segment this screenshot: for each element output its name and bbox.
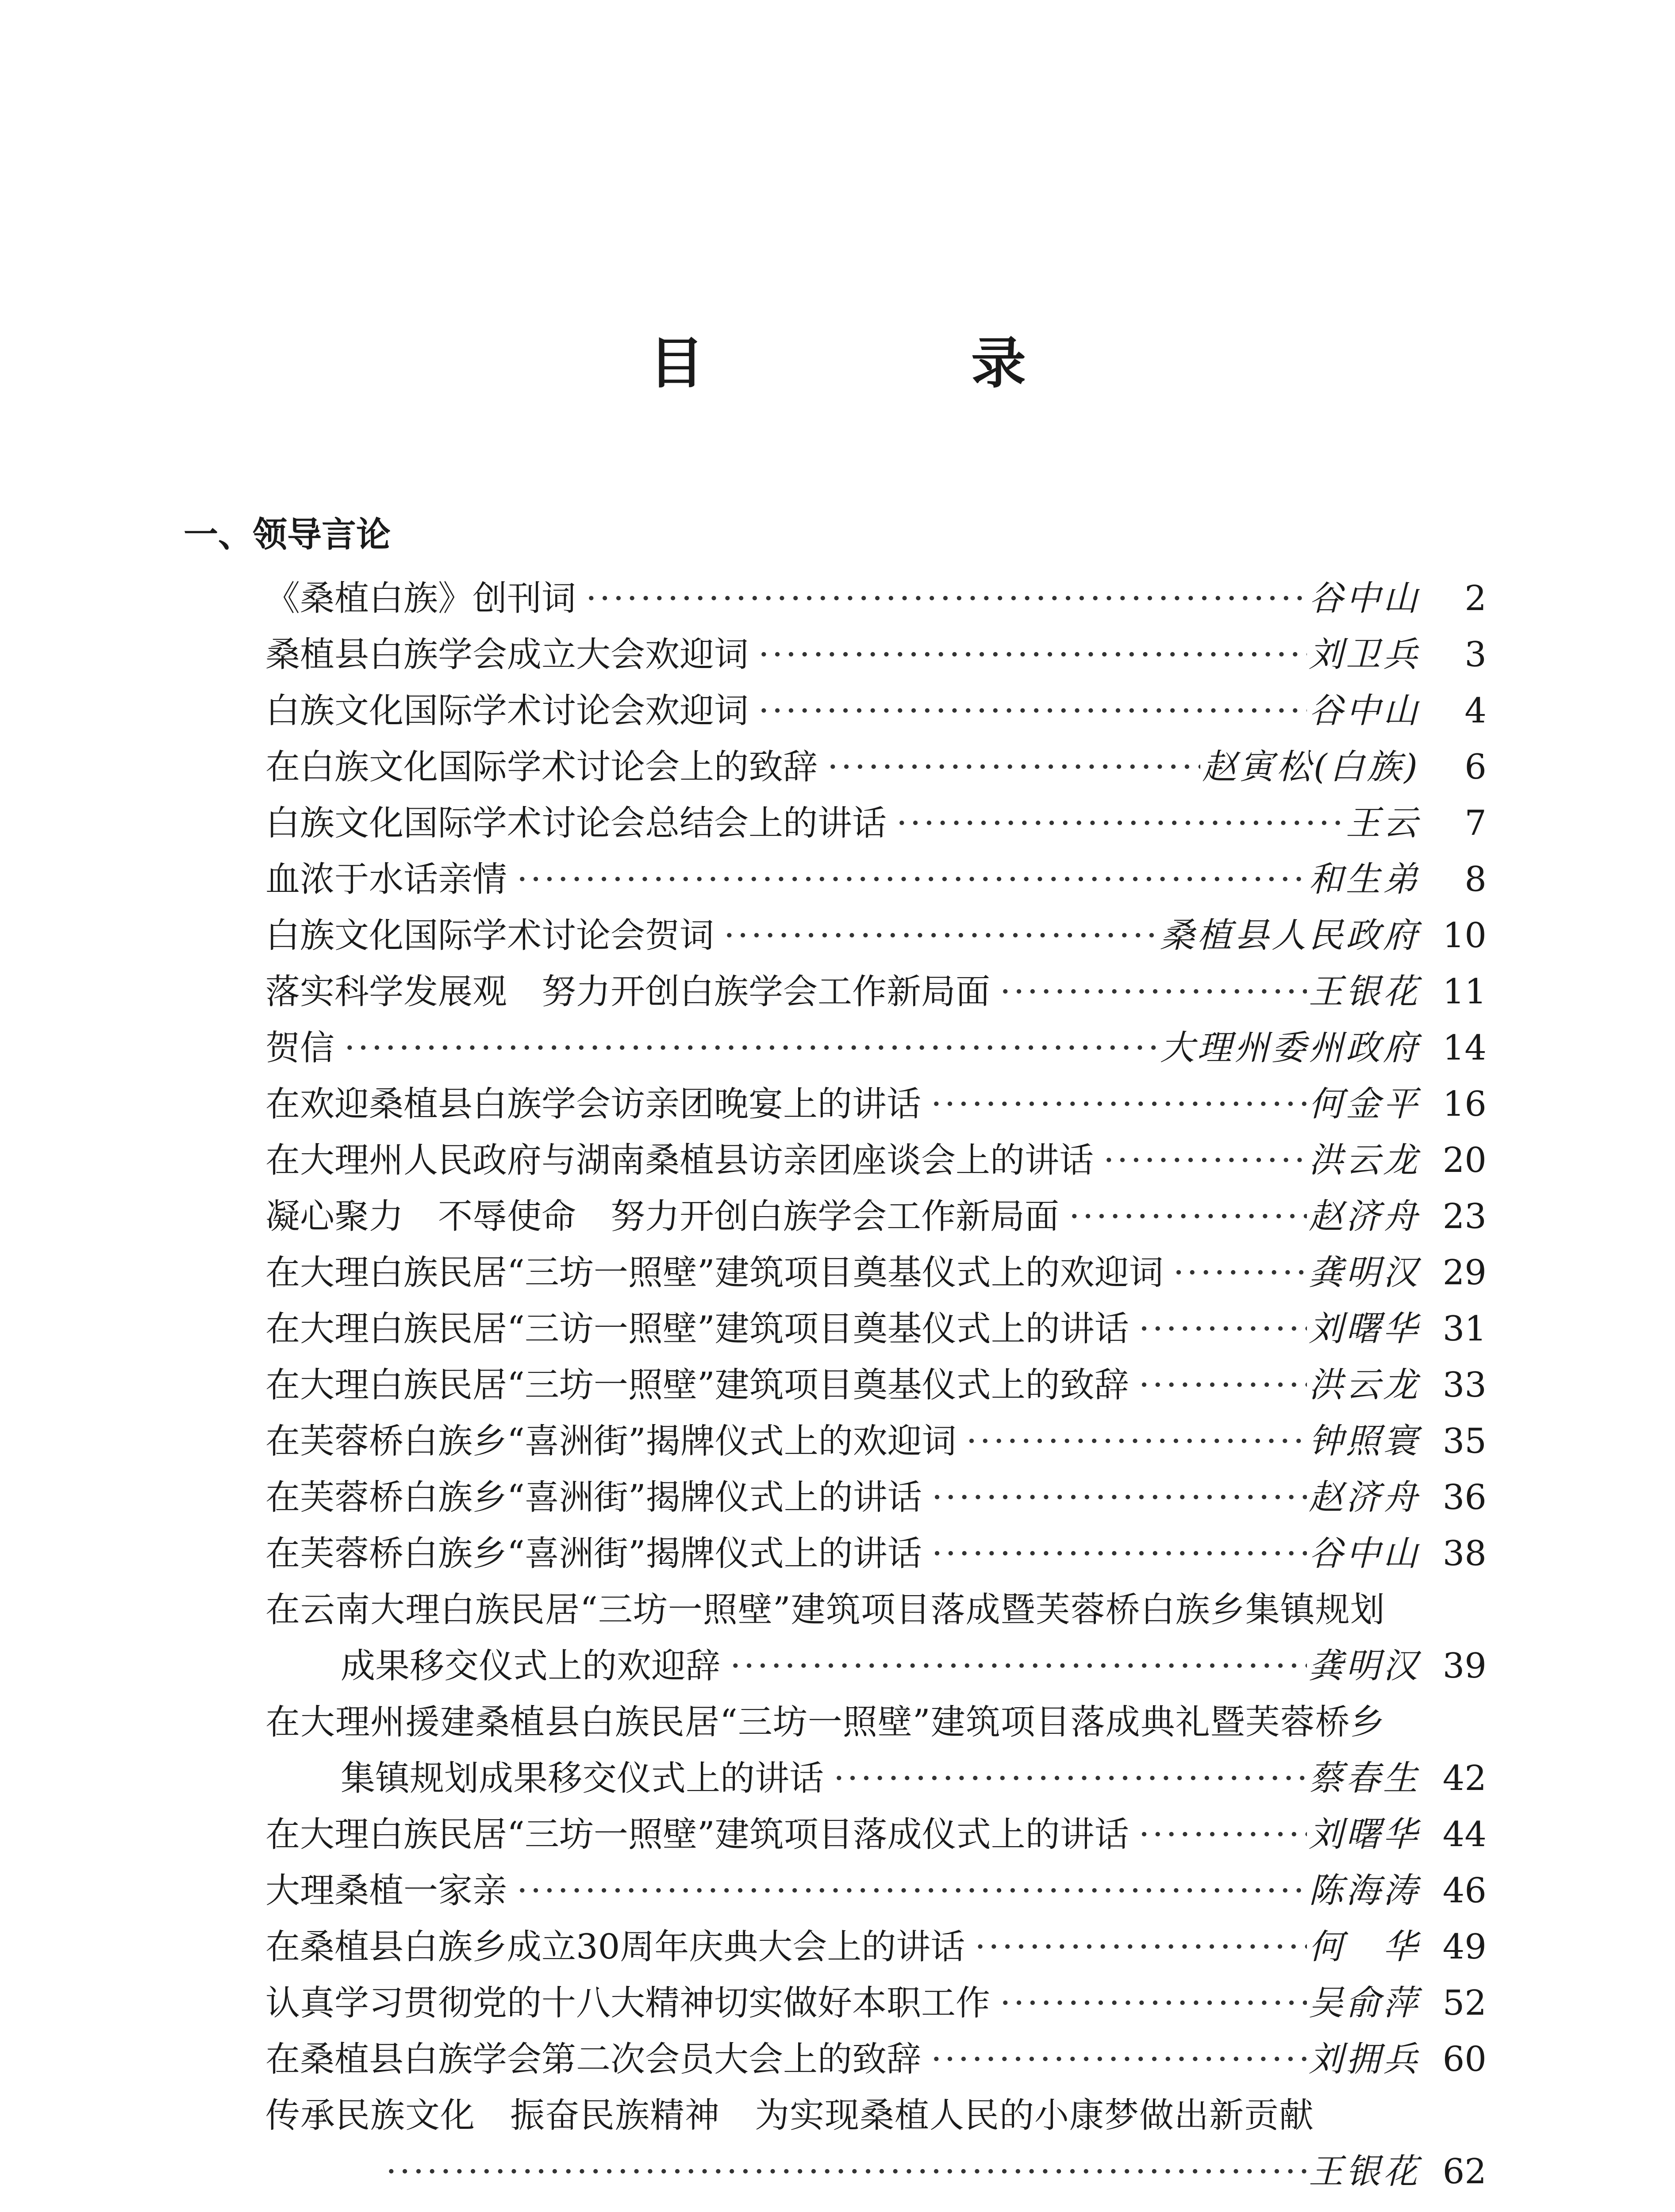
toc-entry [265, 1919, 1487, 1975]
entry-title: 大理桑植一家亲 [265, 1871, 507, 1911]
dot-leader [517, 852, 1307, 908]
entry-page-number: 35 [1442, 1421, 1487, 1461]
entry-page-number: 31 [1442, 1309, 1487, 1349]
dot-leader [1139, 1357, 1307, 1413]
entry-title: 在欢迎桑植县白族学会访亲团晚宴上的讲话 [265, 1084, 922, 1124]
entry-author: 王银花 [1308, 2152, 1420, 2192]
entry-title: 在桑植县白族乡成立30周年庆典大会上的讲话 [265, 1927, 965, 1967]
entry-page-number: 33 [1442, 1365, 1487, 1405]
dot-leader [1000, 964, 1307, 1020]
entry-title: 在芙蓉桥白族乡“喜洲街”揭牌仪式上的欢迎词 [265, 1421, 957, 1461]
entry-title: 在大理白族民居“三访一照壁”建筑项目奠基仪式上的讲话 [265, 1309, 1129, 1349]
dot-leader [931, 2032, 1307, 2088]
entry-author: 刘曙华 [1308, 1815, 1420, 1855]
dot-leader [758, 627, 1307, 683]
dot-leader [896, 795, 1344, 852]
entry-page-number: 10 [1442, 916, 1487, 956]
toc-entry [265, 1076, 1487, 1133]
dot-leader [931, 1076, 1307, 1133]
entry-page-number: 38 [1442, 1534, 1487, 1574]
toc-entry [265, 1413, 1487, 1470]
entry-author: 蔡春生 [1308, 1759, 1420, 1798]
entry-page-number: 16 [1442, 1084, 1487, 1124]
toc-entry [265, 1301, 1487, 1357]
entry-page-number: 6 [1464, 747, 1487, 787]
entry-title: 血浓于水话亲情 [265, 860, 507, 899]
toc-entry [265, 1020, 1487, 1076]
entry-author: 何 华 [1308, 1927, 1420, 1967]
dot-leader [932, 1526, 1307, 1582]
entry-author: 王云 [1345, 803, 1420, 843]
toc-entry [265, 1245, 1487, 1301]
entry-page-number: 52 [1442, 1983, 1487, 2023]
entry-page-number: 11 [1442, 972, 1487, 1012]
dot-leader [834, 1751, 1307, 1807]
entry-page-number: 62 [1442, 2152, 1487, 2192]
entry-title: 在桑植县白族学会第二次会员大会上的致辞 [265, 2039, 922, 2079]
entry-title: 认真学习贯彻党的十八大精神切实做好本职工作 [265, 1983, 991, 2023]
dot-leader [827, 739, 1200, 795]
entry-page-number: 49 [1442, 1927, 1487, 1967]
entry-title: 在芙蓉桥白族乡“喜洲街”揭牌仪式上的讲话 [265, 1478, 922, 1517]
entry-author: 谷中山 [1308, 691, 1420, 731]
toc-entry [265, 627, 1487, 683]
dot-leader [1139, 1301, 1307, 1357]
entry-author: 吴俞萍 [1308, 1983, 1420, 2023]
entry-title: 传承民族文化 振奋民族精神 为实现桑植人民的小康梦做出新贡献 [265, 2096, 1314, 2135]
entry-page-number: 46 [1442, 1871, 1487, 1911]
toc-entry [265, 1975, 1487, 2032]
page-title: 目 录 [649, 332, 1132, 396]
entry-page-number: 39 [1442, 1646, 1487, 1686]
toc-entry [265, 1189, 1487, 1245]
entry-page-number: 4 [1464, 691, 1487, 731]
entry-title: 《桑植白族》创刊词 [265, 579, 576, 618]
entry-author: 刘拥兵 [1308, 2039, 1420, 2079]
dot-leader [1139, 1807, 1307, 1863]
entry-author: 何金平 [1308, 1084, 1420, 1124]
toc-entry [265, 1863, 1487, 1919]
dot-leader [966, 1413, 1307, 1470]
toc-entry [265, 795, 1487, 852]
entry-title: 白族文化国际学术讨论会欢迎词 [265, 691, 749, 731]
dot-leader [1173, 1245, 1307, 1301]
entry-title: 在大理白族民居“三坊一照壁”建筑项目奠基仪式上的欢迎词 [265, 1253, 1164, 1293]
entry-author: 赵济舟 [1308, 1478, 1420, 1517]
entry-title: 在云南大理白族民居“三坊一照壁”建筑项目落成暨芙蓉桥白族乡集镇规划 [265, 1590, 1385, 1630]
entry-author: 和生弟 [1308, 860, 1420, 899]
dot-leader [1069, 1189, 1307, 1245]
entry-page-number: 60 [1442, 2039, 1487, 2079]
entry-title: 在大理州援建桑植县白族民居“三坊一照壁”建筑项目落成典礼暨芙蓉桥乡 [265, 1702, 1385, 1742]
toc-entry [265, 1470, 1487, 1526]
dot-leader [386, 2144, 1307, 2200]
section-heading: 一、领导言论 [184, 515, 391, 555]
entry-author: 洪云龙 [1308, 1141, 1420, 1180]
entry-page-number: 14 [1442, 1028, 1487, 1068]
entry-author: 王银花 [1308, 972, 1420, 1012]
entry-title: 在大理白族民居“三坊一照壁”建筑项目落成仪式上的讲话 [265, 1815, 1129, 1855]
entry-title: 在大理白族民居“三坊一照壁”建筑项目奠基仪式上的致辞 [265, 1365, 1129, 1405]
entry-page-number: 3 [1464, 635, 1487, 675]
entry-title: 贺信 [265, 1028, 335, 1068]
entry-author: 洪云龙 [1308, 1365, 1420, 1405]
dot-leader [932, 1470, 1307, 1526]
entry-title: 白族文化国际学术讨论会总结会上的讲话 [265, 803, 887, 843]
dot-leader [1103, 1133, 1307, 1189]
dot-leader [975, 1919, 1307, 1975]
dot-leader [724, 908, 1158, 964]
entry-title: 在白族文化国际学术讨论会上的致辞 [265, 747, 818, 787]
entry-author: 谷中山 [1308, 1534, 1420, 1574]
entry-page-number: 42 [1442, 1759, 1487, 1798]
entry-title: 成果移交仪式上的欢迎辞 [341, 1646, 721, 1686]
dot-leader [517, 1863, 1307, 1919]
entry-page-number: 44 [1442, 1815, 1487, 1855]
toc-entry [265, 1133, 1487, 1189]
entry-page-number: 2 [1464, 579, 1487, 618]
dot-leader [1000, 1975, 1307, 2032]
entry-title: 集镇规划成果移交仪式上的讲话 [341, 1759, 824, 1798]
entry-title: 凝心聚力 不辱使命 努力开创白族学会工作新局面 [265, 1197, 1060, 1237]
toc-entry [265, 2032, 1487, 2088]
entry-title: 落实科学发展观 努力开创白族学会工作新局面 [265, 972, 991, 1012]
toc-entry [265, 2088, 1487, 2200]
toc-entry [265, 1807, 1487, 1863]
toc-entry [265, 852, 1487, 908]
entry-title: 在大理州人民政府与湖南桑植县访亲团座谈会上的讲话 [265, 1141, 1094, 1180]
entry-page-number: 8 [1464, 860, 1487, 899]
dot-leader [758, 683, 1307, 739]
entry-author: 刘卫兵 [1308, 635, 1420, 675]
toc-entry [265, 1694, 1487, 1807]
entry-author: 赵寅松(白族) [1202, 747, 1420, 787]
toc-list [265, 571, 1487, 2200]
entry-author: 陈海涛 [1308, 1871, 1420, 1911]
toc-entry [265, 683, 1487, 739]
entry-page-number: 7 [1464, 803, 1487, 843]
toc-entry [265, 964, 1487, 1020]
entry-title: 桑植县白族学会成立大会欢迎词 [265, 635, 749, 675]
entry-page-number: 36 [1442, 1478, 1487, 1517]
entry-page-number: 20 [1442, 1141, 1487, 1180]
toc-entry [265, 1582, 1487, 1694]
toc-entry [265, 739, 1487, 795]
dot-leader [344, 1020, 1158, 1076]
entry-title: 白族文化国际学术讨论会贺词 [265, 916, 715, 956]
dot-leader [730, 1638, 1307, 1694]
entry-author: 钟照寰 [1308, 1421, 1420, 1461]
toc-entry [265, 1526, 1487, 1582]
dot-leader [586, 571, 1307, 627]
entry-author: 赵济舟 [1308, 1197, 1420, 1237]
entry-author: 龚明汉 [1308, 1646, 1420, 1686]
entry-author: 刘曙华 [1308, 1309, 1420, 1349]
entry-page-number: 23 [1442, 1197, 1487, 1237]
entry-author: 大理州委州政府 [1160, 1028, 1420, 1068]
toc-entry [265, 571, 1487, 627]
entry-author: 龚明汉 [1308, 1253, 1420, 1293]
toc-entry [265, 908, 1487, 964]
entry-page-number: 29 [1442, 1253, 1487, 1293]
entry-title: 在芙蓉桥白族乡“喜洲街”揭牌仪式上的讲话 [265, 1534, 922, 1574]
entry-author: 谷中山 [1308, 579, 1420, 618]
entry-author: 桑植县人民政府 [1160, 916, 1420, 956]
toc-entry [265, 1357, 1487, 1413]
